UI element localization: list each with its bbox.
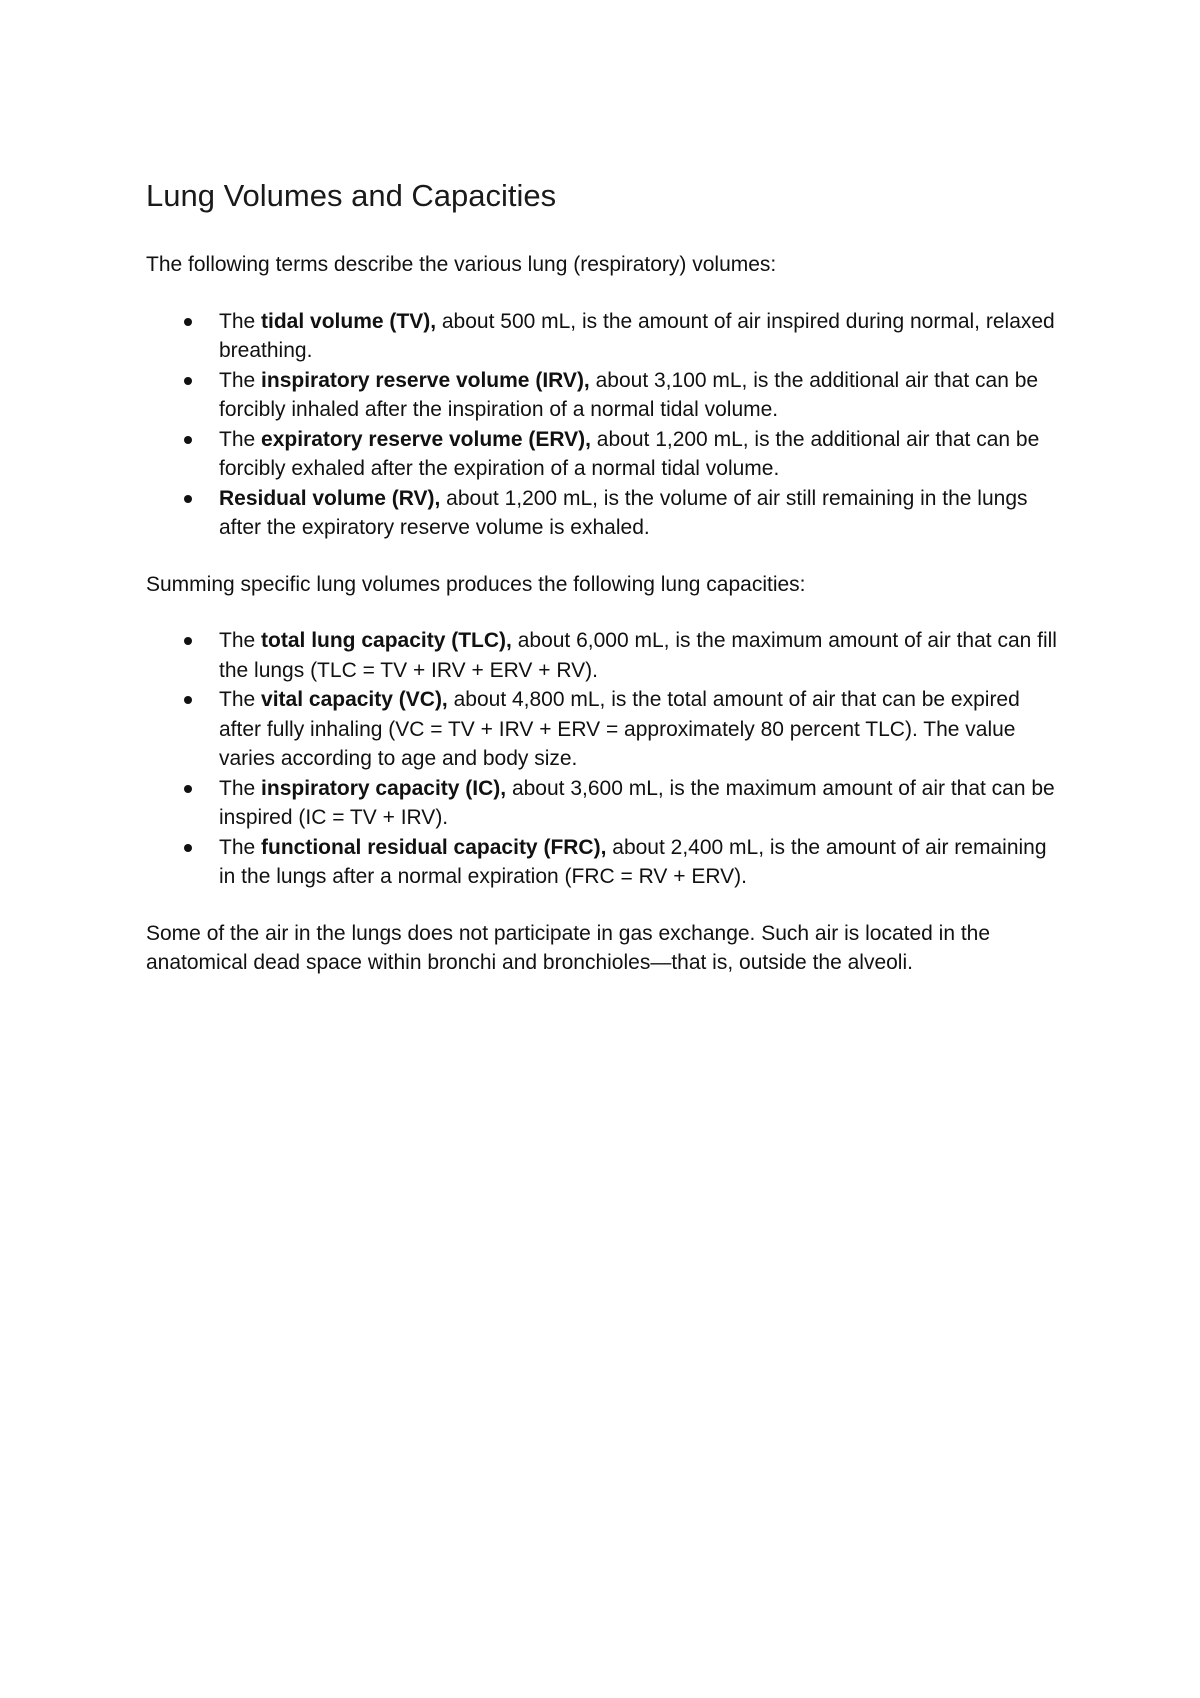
item-prefix: The [219,776,262,800]
item-description: about 6,000 mL, is the maximum amount of air that can fill the lungs (TLC = TV + IRV + ERV + RV). [219,629,1057,682]
item-term: vital capacity (VC), [261,688,448,711]
document-page [146,176,1066,978]
bullet-icon [184,785,192,793]
page-title: Lung Volumes and Capacities [146,178,557,213]
item-description: about 1,200 mL, is the volume of air still remaining in the lungs after the expiratory reserve volume is exhaled. [219,486,1028,539]
item-prefix: The [219,629,262,652]
volumes-intro: The following terms describe the various lung (respiratory) volumes: [146,253,777,276]
capacities-intro: Summing specific lung volumes produces the following lung capacities: [146,572,806,596]
item-description: about 4,800 mL, is the total amount of air that can be expired after fully inhaling (VC = TV + IRV + ERV = approximately 80 percent TLC). The value varies according to age and body size. [219,688,1020,770]
item-prefix: The [219,368,262,392]
item-description: about 2,400 mL, is the amount of air remaining in the lungs after a normal expiration (FRC = RV + ERV). [219,835,1047,888]
item-description: about 500 mL, is the amount of air inspired during normal, relaxed breathing. [219,309,1055,362]
bullet-icon [184,377,192,385]
item-prefix: The [219,427,262,451]
item-term: inspiratory capacity (IC), [261,776,507,800]
item-term: tidal volume (TV), [261,309,437,333]
list-item-vital-capacity [146,685,1066,774]
list-item-inspiratory-capacity [146,774,1066,833]
list-item-functional-residual-capacity [146,833,1066,892]
list-item-residual-volume [146,484,1066,543]
closing-paragraph: Some of the air in the lungs does not participate in gas exchange. Such air is located in the anatomical dead space within bronchi and bronchioles—that is, outside the alveoli. [146,921,991,974]
bullet-icon [184,495,192,503]
list-item-total-lung-capacity [146,626,1066,685]
item-prefix: The [219,309,262,333]
item-term: total lung capacity (TLC), [261,629,512,652]
bullet-icon [184,844,192,852]
item-prefix: The [219,688,262,711]
volumes-list [146,307,1066,543]
item-term: functional residual capacity (FRC), [261,835,607,859]
item-term: Residual volume (RV), [219,486,441,510]
item-description: about 3,600 mL, is the maximum amount of air that can be inspired (IC = TV + IRV). [219,776,1055,829]
item-description: about 3,100 mL, is the additional air that can be forcibly inhaled after the inspiration of a normal tidal volume. [219,368,1039,421]
item-term: inspiratory reserve volume (IRV), [261,368,590,392]
bullet-icon [184,637,192,645]
capacities-list [146,626,1066,892]
list-item-tidal-volume [146,307,1066,366]
list-item-expiratory-reserve-volume [146,425,1066,484]
bullet-icon [184,696,192,704]
item-term: expiratory reserve volume (ERV), [261,427,591,451]
bullet-icon [184,318,192,326]
list-item-inspiratory-reserve-volume [146,366,1066,425]
item-prefix: The [219,835,262,859]
item-description: about 1,200 mL, is the additional air that can be forcibly exhaled after the expiration of a normal tidal volume. [219,427,1040,480]
bullet-icon [184,436,192,444]
